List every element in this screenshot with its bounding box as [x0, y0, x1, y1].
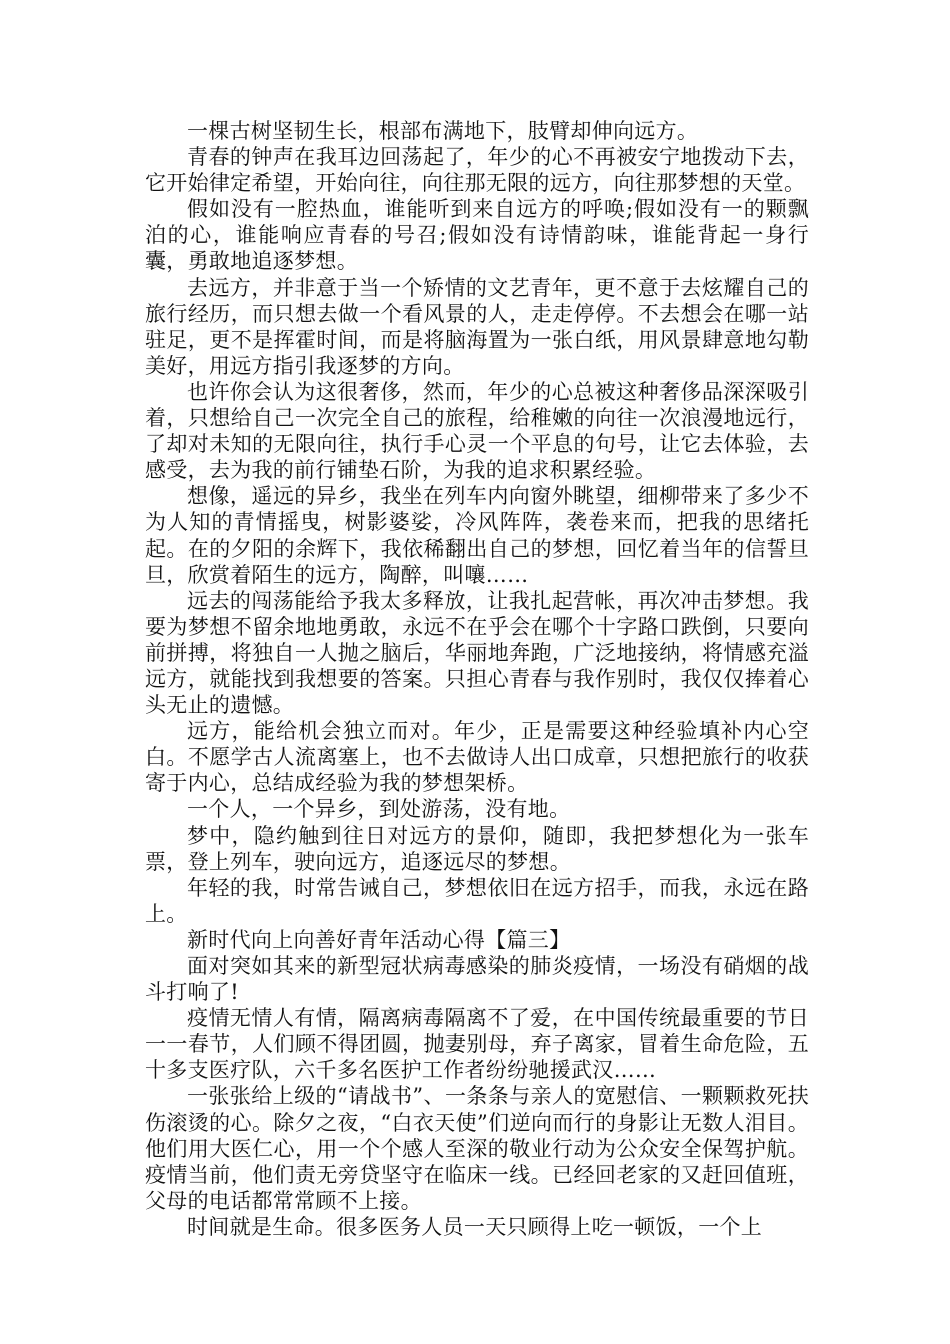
- paragraph: 梦中，隐约触到往日对远方的景仰，随即，我把梦想化为一张车票，登上列车，驶向远方，追逐远尽的梦想。: [145, 823, 809, 874]
- section-heading: 新时代向上向善好青年活动心得【篇三】: [187, 927, 571, 952]
- paragraph: 青春的钟声在我耳边回荡起了，年少的心不再被安宁地拨动下去，它开始律定希望，开始向往，向往那无限的远方，向往那梦想的天堂。: [145, 145, 809, 196]
- paragraph: 想像，遥远的异乡，我坐在列车内向窗外眺望，细柳带来了多少不为人知的青情摇曳，树影婆娑，冷风阵阵，袭卷来而，把我的思绪托起。在的夕阳的余辉下，我依稀翻出自己的梦想，回忆着当年的信誓旦旦，欣赏着陌生的远方，陶醉，叫嚷……: [145, 484, 809, 587]
- paragraph: 远去的闯荡能给予我太多释放，让我扎起营帐，再次冲击梦想。我要为梦想不留余地地勇敢，永远不在乎会在哪个十字路口跌倒，只要向前拼搏，将独自一人抛之脑后，华丽地奔跑，广泛地接纳，将情感充溢远方，就能找到我想要的答案。只担心青春与我作别时，我仅仅捧着心头无止的遗憾。: [145, 588, 809, 718]
- paragraph: 一棵古树坚韧生长，根部布满地下，肢臂却伸向远方。: [187, 119, 699, 143]
- paragraph: 疫情无情人有情，隔离病毒隔离不了爱，在中国传统最重要的节日一一春节，人们顾不得团圆，抛妻别母，弃子离家，冒着生命危险，五十多支医疗队，六千多名医护工作者纷纷驰援武汉……: [145, 1006, 809, 1083]
- paragraph: 一个人，一个异乡，到处游荡，没有地。: [187, 797, 571, 822]
- paragraph: 远方，能给机会独立而对。年少，正是需要这种经验填补内心空白。不愿学古人流离塞上，也不去做诗人出口成章，只想把旅行的收获寄于内心，总结成经验为我的梦想架桥。: [145, 719, 809, 796]
- paragraph: 一张张给上级的“请战书”、一条条与亲人的宽慰信、一颗颗救死扶伤滚烫的心。除夕之夜，“白衣天使”们逆向而行的身影让无数人泪目。他们用大医仁心，用一个个感人至深的敬业行动为公众安全保驾护航。疫情当前，他们责无旁贷坚守在临床一线。已经回老家的又赶回值班，父母的电话都常常顾不上接。: [145, 1084, 809, 1213]
- document-body: [145, 118, 809, 1240]
- paragraph: 去远方，并非意于当一个矫情的文艺青年，更不意于去炫耀自己的旅行经历，而只想去做一个看风景的人，走走停停。不去想会在哪一站驻足，更不是挥霍时间，而是将脑海置为一张白纸，用风景肆意地勾勒美好，用远方指引我逐梦的方向。: [145, 275, 809, 378]
- paragraph: 假如没有一腔热血，谁能听到来自远方的呼唤;假如没有一的颗飘泊的心，谁能响应青春的号召;假如没有诗情韵味，谁能背起一身行囊，勇敢地追逐梦想。: [145, 197, 809, 274]
- paragraph: 时间就是生命。很多医务人员一天只顾得上吃一顿饭，一个上: [187, 1214, 763, 1239]
- paragraph: 面对突如其来的新型冠状病毒感染的肺炎疫情，一场没有硝烟的战斗打响了!: [145, 954, 809, 1005]
- paragraph: 年轻的我，时常告诫自己，梦想依旧在远方招手，而我，永远在路上。: [145, 875, 809, 926]
- paragraph: 也许你会认为这很奢侈，然而，年少的心总被这种奢侈品深深吸引着，只想给自己一次完全自己的旅程，给稚嫩的向往一次浪漫地远行，了却对未知的无限向往，执行手心灵一个平息的句号，让它去体验，去感受，去为我的前行铺垫石阶，为我的追求积累经验。: [145, 379, 809, 483]
